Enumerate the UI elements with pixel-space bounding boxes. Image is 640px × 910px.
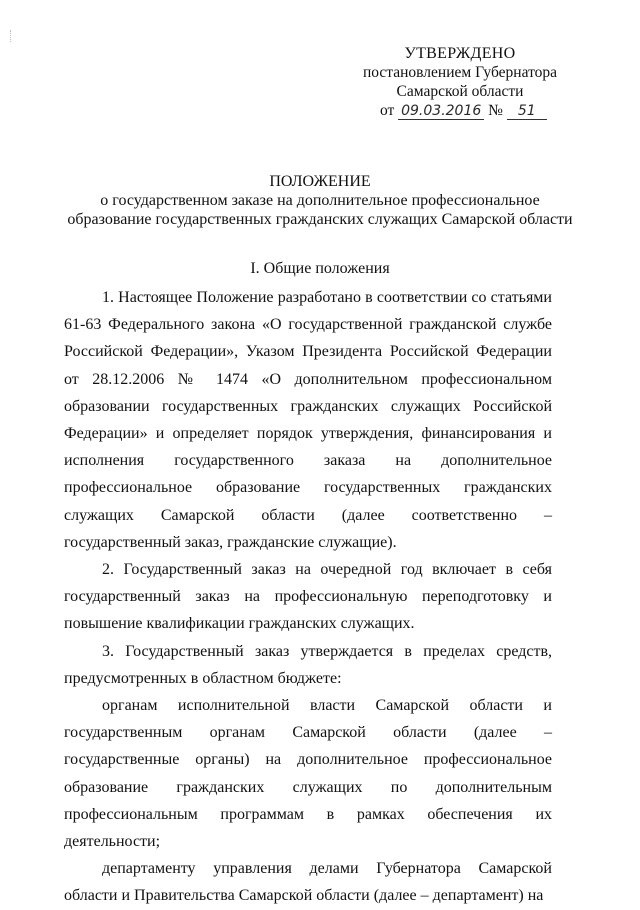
approval-line2: Самарской области xyxy=(396,83,524,100)
document-body xyxy=(64,284,552,910)
handwritten-number: 51 xyxy=(507,104,547,120)
title-sub1: о государственном заказе на дополнительное профессиональное xyxy=(100,192,540,209)
approval-heading: УТВЕРЖДЕНО xyxy=(404,45,516,62)
paragraph-1: 1. Настоящее Положение разработано в соответствии со статьями 61-63 Федерального закона «О государственной гражданской службе Российской Федерации», Указом Президента Российской Федерации от 28.12.2006 № 1474 «О дополнительном профессиональном образовании государственных гражданских служащих Российской Федерации» и определяет порядок утверждения, финансирования и исполнения государственного заказа на дополнительное профессиональное образование государственных гражданских служащих Самарской области (далее соответственно – государственный заказ, гражданские служащие). xyxy=(64,289,552,551)
date-prefix: от xyxy=(380,102,395,119)
title-sub2: образование государственных гражданских служащих Самарской области xyxy=(67,211,573,228)
approval-block xyxy=(360,44,560,120)
paragraph-4: органам исполнительной власти Самарской области и государственным органам Самарской области (далее – государственные органы) на дополнительное профессиональное образование гражданских служащих по дополнительным профессиональным программам в рамках обеспечения их деятельности; xyxy=(64,697,552,851)
margin-mark xyxy=(10,30,13,42)
title-main: ПОЛОЖЕНИЕ xyxy=(269,173,371,190)
section-heading: I. Общие положения xyxy=(250,260,390,277)
number-prefix: № xyxy=(488,102,503,119)
approval-dateline xyxy=(360,101,560,120)
handwritten-date: 09.03.2016 xyxy=(398,104,484,120)
paragraph-3: 3. Государственный заказ утверждается в пределах средств, предусмотренных в областном бюджете: xyxy=(64,642,552,687)
document-title xyxy=(60,172,580,229)
paragraph-2: 2. Государственный заказ на очередной год включает в себя государственный заказ на профессиональную переподготовку и повышение квалификации гражданских служащих. xyxy=(64,561,552,633)
approval-line1: постановлением Губернатора xyxy=(362,64,558,81)
paragraph-5: департаменту управления делами Губернатора Самарской области и Правительства Самарской области (далее – департамент) на xyxy=(64,860,552,905)
